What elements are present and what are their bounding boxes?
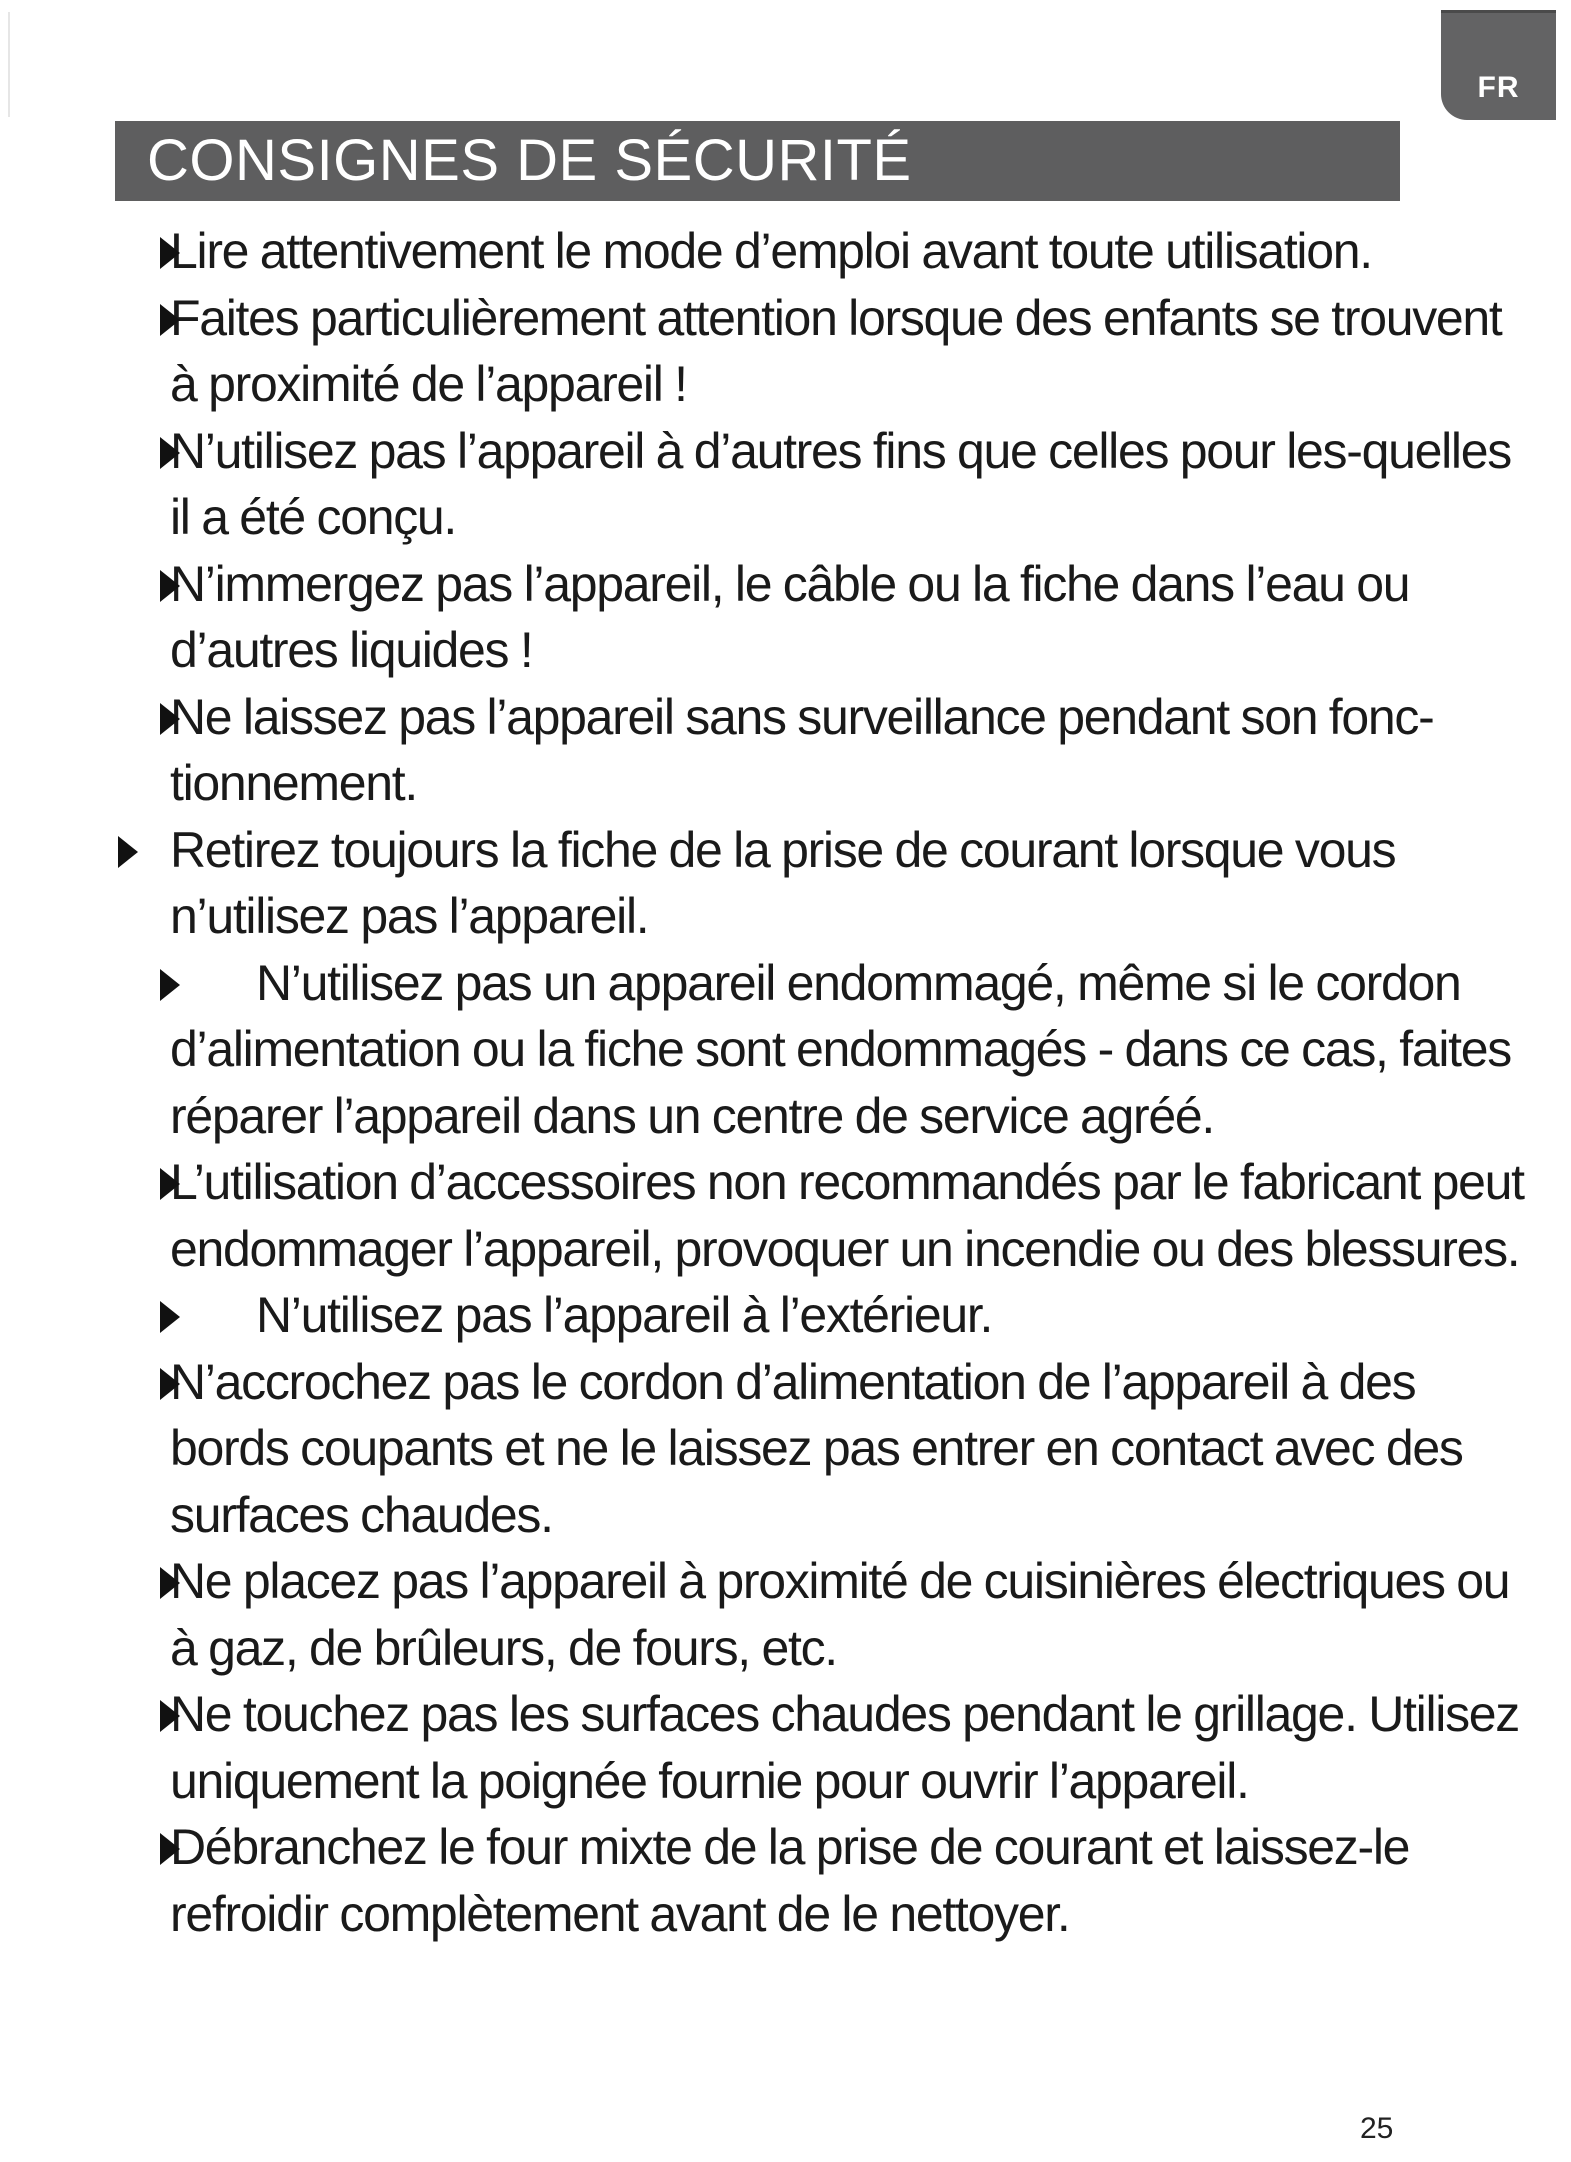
list-item-text: Ne laissez pas l’appareil sans surveillance pendant son fonc-tionnement. <box>170 688 1434 811</box>
list-item <box>0 551 1571 684</box>
triangle-bullet-icon <box>160 1301 180 1333</box>
list-item <box>0 817 1571 950</box>
triangle-bullet-icon <box>160 1567 180 1599</box>
triangle-bullet-icon <box>160 1168 180 1200</box>
list-item <box>0 1548 1571 1681</box>
triangle-bullet-icon <box>160 1833 180 1865</box>
triangle-bullet-icon <box>118 836 138 868</box>
page-number: 25 <box>1360 2112 1394 2145</box>
list-item <box>0 1814 1571 1947</box>
triangle-bullet-icon <box>160 304 180 336</box>
list-item <box>0 950 1571 1150</box>
list-item-text: Ne touchez pas les surfaces chaudes pendant le grillage. Utilisez uniquement la poignée fournie pour ouvrir l’appareil. <box>170 1686 1519 1809</box>
list-item-text: N’immergez pas l’appareil, le câble ou la fiche dans l’eau ou d’autres liquides ! <box>170 555 1410 678</box>
list-item-text: Faites particulièrement attention lorsque des enfants se trouvent à proximité de l’appareil ! <box>170 289 1502 412</box>
safety-instructions-list <box>0 218 1571 1947</box>
triangle-bullet-icon <box>160 1700 180 1732</box>
triangle-bullet-icon <box>160 703 180 735</box>
list-item <box>0 218 1571 285</box>
list-item-text: Lire attentivement le mode d’emploi avant toute utilisation. <box>170 223 1372 279</box>
list-item <box>0 1282 1571 1349</box>
list-item-text: L’utilisation d’accessoires non recommandés par le fabricant peut endommager l’appareil, provoquer un incendie ou des blessures. <box>170 1154 1524 1277</box>
list-item <box>0 1349 1571 1549</box>
section-title-bar <box>115 121 1400 201</box>
list-item-text: Débranchez le four mixte de la prise de courant et laissez-le refroidir complètement avant de le nettoyer. <box>170 1819 1410 1942</box>
list-item-text: N’utilisez pas un appareil endommagé, même si le cordon d’alimentation ou la fiche sont endommagés - dans ce cas, faites réparer l’appareil dans un centre de service agréé. <box>170 954 1511 1144</box>
list-item-text: N’accrochez pas le cordon d’alimentation de l’appareil à des bords coupants et ne le laissez pas entrer en contact avec des surfaces chaudes. <box>170 1353 1463 1543</box>
list-item-text: N’utilisez pas l’appareil à d’autres fins que celles pour les-quelles il a été conçu. <box>170 422 1511 545</box>
list-item-text: N’utilisez pas l’appareil à l’extérieur. <box>256 1287 993 1343</box>
triangle-bullet-icon <box>160 1368 180 1400</box>
triangle-bullet-icon <box>160 237 180 269</box>
list-item <box>0 1681 1571 1814</box>
triangle-bullet-icon <box>160 437 180 469</box>
section-title: CONSIGNES DE SÉCURITÉ <box>147 128 912 193</box>
language-tab <box>1441 10 1556 120</box>
language-tab-label: FR <box>1477 71 1520 104</box>
list-item <box>0 684 1571 817</box>
triangle-bullet-icon <box>160 570 180 602</box>
list-item-text: Ne placez pas l’appareil à proximité de cuisinières électriques ou à gaz, de brûleurs, de fours, etc. <box>170 1553 1510 1676</box>
page-edge-line <box>8 12 10 117</box>
triangle-bullet-icon <box>160 969 180 1001</box>
list-item <box>0 418 1571 551</box>
list-item <box>0 1149 1571 1282</box>
list-item-text: Retirez toujours la fiche de la prise de courant lorsque vous n’utilisez pas l’appareil. <box>170 821 1396 944</box>
list-item <box>0 285 1571 418</box>
